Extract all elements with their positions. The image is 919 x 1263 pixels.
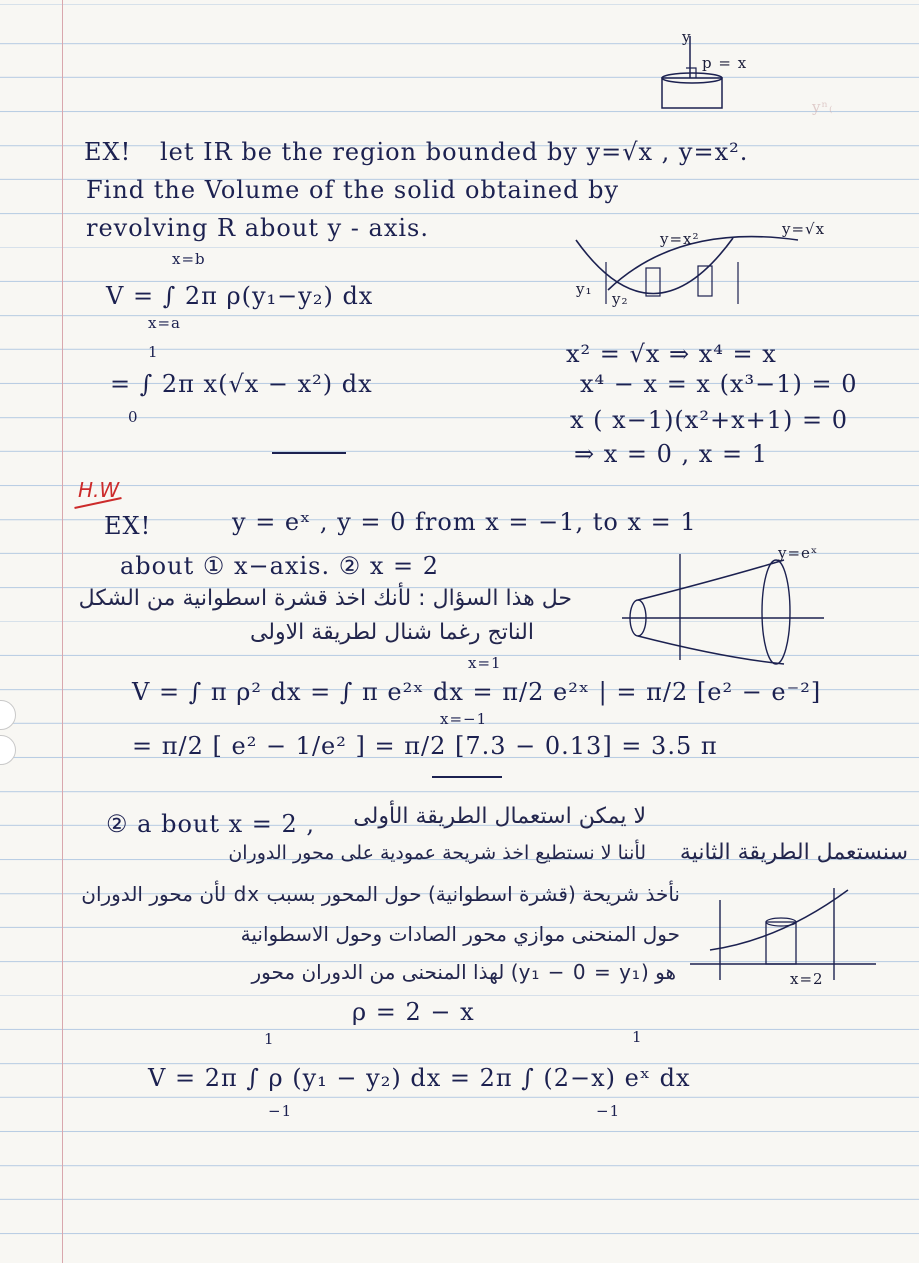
part2-arabic-d: نأخذ شريحة (قشرة اسطوانية) حول المحور بسبب dx لأن محور الدوران	[81, 882, 680, 906]
homework-label: H.W	[78, 478, 120, 502]
solve-step-4: ⇒ x = 0 , x = 1	[574, 440, 768, 468]
margin-line	[62, 0, 63, 1263]
ex1-statement-line2: Find the Volume of the solid obtained by	[86, 176, 620, 204]
integral-upper-limit: x=b	[172, 250, 206, 268]
ex1-label: EX!	[84, 138, 132, 166]
top-axis-label: y	[682, 28, 692, 46]
part2-arabic-c: سنستعمل الطريقة الثانية	[679, 840, 908, 865]
graph-curve2-label: y=√x	[782, 220, 826, 238]
hw-problem-line2: about ① x−axis. ② x = 2	[120, 552, 440, 580]
volume-upper-limit: x=1	[468, 654, 502, 672]
ex1-statement-line3: revolving R about y - axis.	[86, 214, 429, 242]
rho-line: ρ = 2 − x	[352, 998, 475, 1026]
shell-sketch	[680, 880, 880, 990]
part2-heading: ② a bout x = 2 ,	[106, 810, 316, 838]
final-upper-left: 1	[264, 1030, 275, 1048]
volume-lower-limit: x=−1	[440, 710, 488, 728]
separator-line	[272, 452, 346, 454]
integral-formula: V = ∫ 2π ρ(y₁−y₂) dx	[106, 282, 374, 310]
ex-solid-sketch	[614, 544, 828, 666]
hw-ex-label: EX!	[104, 512, 152, 540]
part2-arabic-f: هو (y₁ − 0 = y₁) لهذا المنحنى من الدوران محور	[251, 960, 676, 984]
second-formula: = ∫ 2π x(√x − x²) dx	[110, 370, 373, 398]
integral-lower-limit: x=a	[148, 314, 181, 332]
part2-arabic-a: لا يمكن استعمال الطريقة الأولى	[353, 804, 646, 829]
final-formula: V = 2π ∫ ρ (y₁ − y₂) dx = 2π ∫ (2−x) eˣ dx	[148, 1064, 691, 1092]
volume-line2: = π/2 [ e² − 1/e² ] = π/2 [7.3 − 0.13] = 3.5 π	[132, 732, 718, 760]
ex1-statement-line1: let IR be the region bounded by y=√x , y=x².	[160, 138, 749, 166]
solid-curve-label: y=eˣ	[778, 544, 819, 562]
hw-problem-line1: y = eˣ , y = 0 from x = −1, to x = 1	[232, 508, 697, 536]
part2-arabic-e: حول المنحنى موازي محور الصادات وحول الاسطوانية	[240, 922, 680, 946]
shell-axis-label: x=2	[790, 970, 824, 988]
graph-curve1-label: y=x²	[660, 230, 700, 248]
graph-y2-label: y₂	[612, 290, 629, 308]
solve-step-3: x ( x−1)(x²+x+1) = 0	[570, 406, 848, 434]
hw-arabic-note2: الناتج رغما شنال لطريقة الاولى	[249, 620, 534, 645]
final-lower-right: −1	[596, 1102, 621, 1120]
part2-arabic-b: لأننا لا نستطيع اخذ شريحة عمودية على محور الدوران	[228, 842, 646, 864]
final-lower-left: −1	[268, 1102, 293, 1120]
graph-y1-label: y₁	[576, 280, 593, 298]
corner-mark: yⁿ₍	[812, 98, 834, 116]
volume-line1: V = ∫ π ρ² dx = ∫ π e²ˣ dx = π/2 e²ˣ | = π/2 [e² − e⁻²]	[132, 678, 822, 706]
final-upper-right: 1	[632, 1028, 643, 1046]
solve-step-2: x⁴ − x = x (x³−1) = 0	[580, 370, 858, 398]
hw-arabic-note1: حل هذا السؤال : لأنك اخذ قشرة اسطوانية من الشكل	[78, 586, 572, 611]
second-upper-limit: 1	[148, 343, 159, 361]
top-sketch-label: p = x	[702, 54, 748, 72]
solve-step-1: x² = √x ⇒ x⁴ = x	[566, 340, 777, 368]
second-lower-limit: 0	[128, 408, 139, 426]
volume-underline	[432, 776, 502, 778]
